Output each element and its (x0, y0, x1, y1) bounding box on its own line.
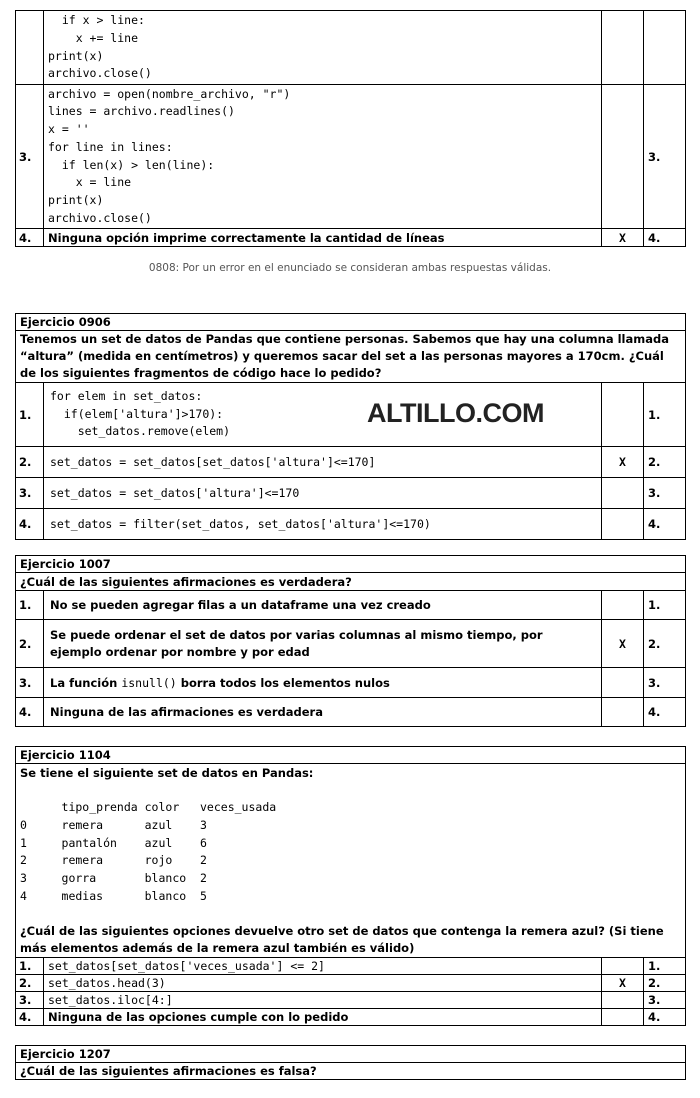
answer-mark (601, 698, 643, 727)
exercise-title: Ejercicio 1007 (16, 556, 686, 573)
answer-mark (601, 991, 643, 1008)
answer-mark (601, 478, 643, 509)
option-number: 4. (16, 698, 44, 727)
option-number-right: 4. (644, 229, 686, 247)
exercise-title: Ejercicio 1207 (16, 1046, 686, 1063)
option-row-4 (16, 229, 686, 247)
answer-mark (602, 85, 644, 229)
option-row-1 (16, 383, 686, 447)
option-number: 2. (16, 974, 44, 991)
option-number: 3. (16, 991, 44, 1008)
exercise-body (16, 764, 686, 958)
option-row-2 (16, 447, 686, 478)
option-number: 3. (16, 478, 44, 509)
option-number-right: 3. (643, 991, 685, 1008)
option-text: Se puede ordenar el set de datos por varias columnas al mismo tiempo, por ejemplo ordenar por nombre y por edad (44, 620, 602, 668)
option-number: 1. (16, 383, 44, 447)
option-row-1 (16, 957, 686, 974)
option-number: 4. (16, 1008, 44, 1025)
option-code: set_datos = filter(set_datos, set_datos['altura']<=170) (44, 509, 602, 540)
answer-mark (601, 668, 643, 698)
option-number-right: 4. (643, 509, 685, 540)
option-row-3 (16, 478, 686, 509)
option-number (16, 11, 44, 85)
option-inline-code: isnull() (121, 675, 177, 690)
option-number: 1. (16, 957, 44, 974)
exercise-0808-table (15, 10, 686, 247)
option-number-right: 1. (643, 591, 685, 620)
option-row-1 (16, 591, 686, 620)
exercise-1104-table (15, 746, 686, 1026)
option-number-right: 3. (643, 478, 685, 509)
option-code: set_datos = set_datos[set_datos['altura']<=170] (44, 447, 602, 478)
option-code: archivo = open(nombre_archivo, "r") lines = archivo.readlines() x = '' for line in lines: if len(x) > len(line): x = line print(x) archivo.close() (44, 85, 602, 229)
option-code: set_datos.iloc[4:] (44, 991, 602, 1008)
option-row-3 (16, 85, 686, 229)
dataset-printout: tipo_prenda color veces_usada 0 remera azul 3 1 pantalón azul 6 2 remera rojo 2 3 gorra blanco 2 4 medias blanco 5 (20, 800, 277, 903)
option-row-4 (16, 509, 686, 540)
option-row-3 (16, 668, 686, 698)
answer-mark: X (602, 229, 644, 247)
option-code: for elem in set_datos: if(elem['altura']>170): set_datos.remove(elem) (44, 383, 602, 447)
option-number: 2. (16, 620, 44, 668)
exercise-question: ¿Cuál de las siguientes afirmaciones es verdadera? (16, 573, 686, 591)
option-code: set_datos[set_datos['veces_usada'] <= 2] (44, 957, 602, 974)
option-text (44, 668, 602, 698)
answer-mark (601, 1008, 643, 1025)
option-number-right: 3. (644, 85, 686, 229)
exercise-title: Ejercicio 0906 (16, 314, 686, 331)
option-number-right: 3. (643, 668, 685, 698)
exercise-intro: Se tiene el siguiente set de datos en Pandas: (20, 766, 314, 780)
answer-mark (601, 509, 643, 540)
option-row-3 (16, 991, 686, 1008)
option-text-pre: La función (50, 675, 122, 690)
watermark-logo: ALTILLO.COM (367, 398, 544, 428)
exercise-1007-table (15, 555, 686, 727)
option-number-right: 2. (643, 620, 685, 668)
answer-mark: X (601, 620, 643, 668)
option-number: 3. (16, 85, 44, 229)
option-number: 2. (16, 447, 44, 478)
option-number-right (644, 11, 686, 85)
errata-note: 0808: Por un error en el enunciado se consideran ambas respuestas válidas. (148, 262, 552, 274)
option-number-right: 4. (643, 698, 685, 727)
option-row-4 (16, 698, 686, 727)
option-number: 4. (16, 509, 44, 540)
option-number-right: 2. (643, 447, 685, 478)
option-number-right: 1. (643, 383, 685, 447)
option-row-2 (16, 11, 686, 85)
answer-mark (601, 591, 643, 620)
option-number-right: 1. (643, 957, 685, 974)
option-code: set_datos.head(3) (44, 974, 602, 991)
exercise-0906-table (15, 313, 686, 540)
answer-mark: X (601, 447, 643, 478)
option-code: if x > line: x += line print(x) archivo.close() (44, 11, 602, 85)
option-row-2 (16, 620, 686, 668)
exercise-title: Ejercicio 1104 (16, 747, 686, 764)
exercise-question: ¿Cuál de las siguientes opciones devuelve otro set de datos que contenga la remera azul? (Si tiene más elementos además de la remera azul también es válido) (20, 923, 664, 955)
exercise-question: ¿Cuál de las siguientes afirmaciones es falsa? (16, 1063, 686, 1080)
option-number-right: 2. (643, 974, 685, 991)
option-code: set_datos = set_datos['altura']<=170 (44, 478, 602, 509)
option-row-4 (16, 1008, 686, 1025)
answer-mark (602, 11, 644, 85)
option-text: Ninguna opción imprime correctamente la cantidad de líneas (44, 229, 602, 247)
option-text: No se pueden agregar filas a un dataframe una vez creado (44, 591, 602, 620)
option-text: Ninguna de las afirmaciones es verdadera (44, 698, 602, 727)
option-number-right: 4. (643, 1008, 685, 1025)
exercise-1207-table (15, 1045, 686, 1080)
exercise-question: Tenemos un set de datos de Pandas que contiene personas. Sabemos que hay una columna llamada “altura” (medida en centímetros) y queremos sacar del set a las personas mayores a 170cm. ¿Cuál de los siguientes fragmentos de código hace lo pedido? (16, 331, 686, 383)
answer-mark (601, 383, 643, 447)
option-number: 3. (16, 668, 44, 698)
option-text-post: borra todos los elementos nulos (176, 675, 390, 690)
option-text: Ninguna de las opciones cumple con lo pedido (44, 1008, 602, 1025)
option-row-2 (16, 974, 686, 991)
answer-mark (601, 957, 643, 974)
option-number: 4. (16, 229, 44, 247)
option-number: 1. (16, 591, 44, 620)
answer-mark: X (601, 974, 643, 991)
